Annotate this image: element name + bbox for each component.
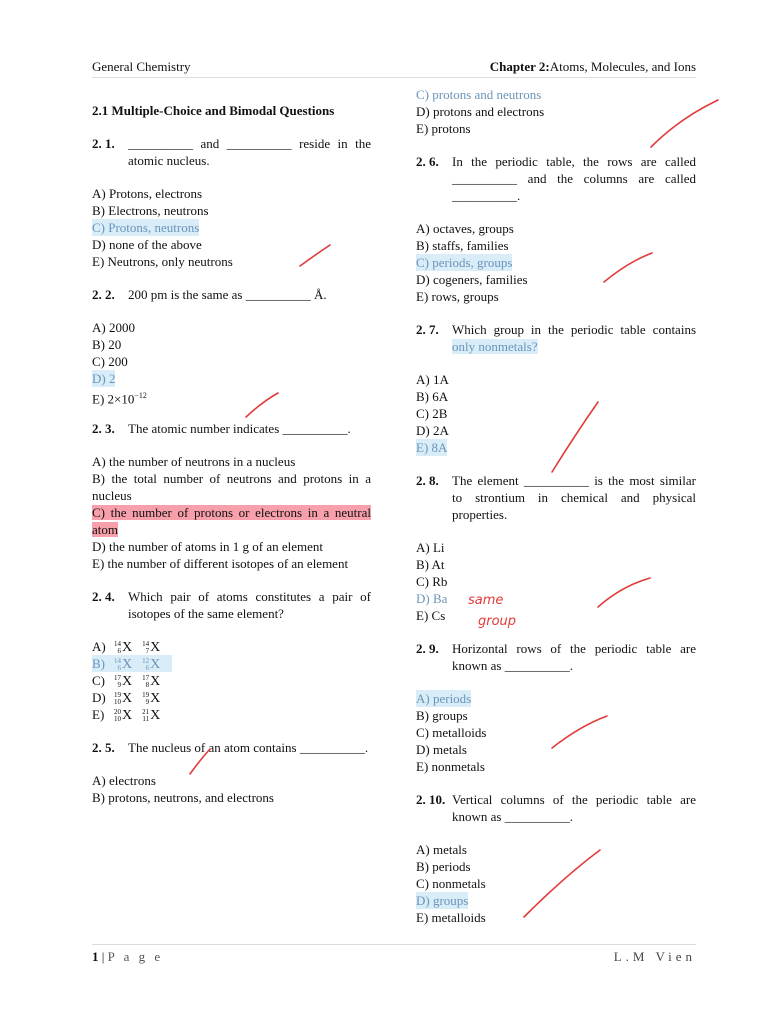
options-2-10 <box>416 841 696 926</box>
question-2-9 <box>416 640 696 674</box>
question-number: 2. 8. <box>416 473 439 488</box>
mass-number: 17 <box>114 674 121 683</box>
option-highlighted: D) 2 <box>92 371 116 386</box>
options-2-2 <box>92 319 371 407</box>
option: D) metals <box>416 742 467 757</box>
option-label: B) <box>92 656 105 671</box>
mass-number: 14 <box>114 657 121 666</box>
question-number: 2. 5. <box>92 740 115 755</box>
option: C) nonmetals <box>416 876 486 891</box>
option: B) 20 <box>92 337 122 352</box>
option: B) At <box>416 557 445 572</box>
option: B) periods <box>416 859 471 874</box>
element-symbol: X <box>150 674 161 689</box>
option-isotope-pair <box>92 706 371 723</box>
option-label: E) <box>92 707 105 722</box>
mass-number: 14 <box>114 640 121 649</box>
element-symbol: X <box>122 708 133 723</box>
option: C) metalloids <box>416 725 487 740</box>
atomic-number: 10 <box>114 698 121 707</box>
option: C) 2B <box>416 406 448 421</box>
question-2-8 <box>416 472 696 523</box>
mass-number: 17 <box>142 674 150 683</box>
option: D) 2A <box>416 423 449 438</box>
handwritten-note: same <box>468 593 504 608</box>
option-highlighted: C) periods, groups <box>416 255 513 270</box>
option: A) electrons <box>92 773 156 788</box>
option: C) 200 <box>92 354 128 369</box>
option: E) Cs <box>416 608 446 623</box>
question-text: 200 pm is the same as __________ Å. <box>128 287 327 302</box>
atomic-number: 11 <box>142 715 150 724</box>
page-number: 1 | P a g e <box>92 949 164 964</box>
atomic-number: 6 <box>145 664 150 673</box>
isotope-notation <box>142 672 160 690</box>
element-symbol: X <box>150 691 161 706</box>
option: E) nonmetals <box>416 759 485 774</box>
option: A) metals <box>416 842 467 857</box>
option-highlighted: D) Ba <box>416 591 448 606</box>
options-2-5-continued <box>416 86 696 137</box>
question-text: Vertical columns of the periodic table are known as __________. <box>452 792 696 824</box>
isotope-notation <box>114 689 132 707</box>
option: A) 2000 <box>92 320 135 335</box>
question-2-2 <box>92 286 371 303</box>
author: L.M Vien <box>613 949 696 964</box>
mass-number: 20 <box>114 708 121 717</box>
option: D) none of the above <box>92 237 202 252</box>
option-highlighted: C) protons and neutrons <box>416 87 542 102</box>
option-highlighted: C) Protons, neutrons <box>92 220 200 235</box>
options-2-9 <box>416 690 696 775</box>
option: B) protons, neutrons, and electrons <box>92 790 274 805</box>
atomic-number: 8 <box>145 681 150 690</box>
mass-number: 14 <box>142 640 150 649</box>
option-scientific: E) $2\times 10^{-12}$ <box>92 391 147 407</box>
header-chapter: Chapter 2:Atoms, Molecules, and Ions <box>489 59 696 74</box>
option-label: D) <box>92 690 106 705</box>
question-number: 2. 10. <box>416 792 446 807</box>
mass-number: 19 <box>114 691 121 700</box>
option-highlighted-red: C) the number of protons or electrons in a neutral atom <box>92 505 371 537</box>
mass-number: 19 <box>142 691 150 700</box>
atomic-number: 9 <box>117 681 121 690</box>
question-2-7 <box>416 321 696 355</box>
options-2-4 <box>92 638 371 723</box>
option: C) Rb <box>416 574 448 589</box>
question-2-4 <box>92 588 371 622</box>
question-number: 2. 3. <box>92 421 115 436</box>
question-number: 2. 9. <box>416 641 439 656</box>
question-text: In the periodic table, the rows are called __________ and the columns are called __________. <box>452 154 696 203</box>
mass-number: 12 <box>142 657 150 666</box>
section-title: 2.1 Multiple-Choice and Bimodal Questions <box>92 103 335 118</box>
question-text: The atomic number indicates __________. <box>128 421 351 436</box>
atomic-number: 7 <box>145 647 150 656</box>
option-highlighted: E) 8A <box>416 440 448 455</box>
element-symbol: X <box>122 691 133 706</box>
isotope-notation <box>142 655 160 673</box>
atomic-number: 6 <box>117 664 121 673</box>
question-2-5 <box>92 739 371 756</box>
option-highlighted: A) periods <box>416 691 472 706</box>
option: A) Li <box>416 540 445 555</box>
element-symbol: X <box>150 640 161 655</box>
option: B) 6A <box>416 389 449 404</box>
atomic-number: 9 <box>145 698 150 707</box>
question-number: 2. 1. <box>92 136 115 151</box>
option-isotope-pair <box>92 672 371 689</box>
question-number: 2. 4. <box>92 589 115 604</box>
question-text: The element __________ is the most similar to strontium in chemical and physical properties. <box>452 473 696 522</box>
element-symbol: X <box>150 708 161 723</box>
mass-number: 21 <box>142 708 150 717</box>
handwritten-note: group <box>478 614 517 629</box>
option-isotope-pair <box>92 655 172 672</box>
question-2-6 <box>416 153 696 204</box>
question-number: 2. 7. <box>416 322 439 337</box>
option: B) staffs, families <box>416 238 509 253</box>
options-2-8 <box>416 539 696 624</box>
option-highlighted: D) groups <box>416 893 469 908</box>
element-symbol: X <box>122 657 133 672</box>
atomic-number: 6 <box>117 647 121 656</box>
isotope-notation <box>142 706 160 724</box>
element-symbol: X <box>122 640 133 655</box>
question-text: The nucleus of an atom contains __________. <box>128 740 369 755</box>
option-isotope-pair <box>92 689 371 706</box>
option-label: C) <box>92 673 105 688</box>
element-symbol: X <box>150 657 161 672</box>
header-course: General Chemistry <box>92 59 191 74</box>
element-symbol: X <box>122 674 133 689</box>
question-2-10 <box>416 791 696 825</box>
question-2-1 <box>92 135 371 169</box>
option: A) 1A <box>416 372 449 387</box>
left-column <box>92 86 371 806</box>
question-text: Which group in the periodic table contains only nonmetals? <box>452 322 696 354</box>
option: B) groups <box>416 708 468 723</box>
atomic-number: 10 <box>114 715 121 724</box>
isotope-notation <box>114 672 132 690</box>
question-number: 2. 6. <box>416 154 439 169</box>
option: E) the number of different isotopes of an element <box>92 556 349 571</box>
option: A) octaves, groups <box>416 221 514 236</box>
option-label: A) <box>92 639 106 654</box>
options-2-1 <box>92 185 371 270</box>
option: E) protons <box>416 121 471 136</box>
question-number: 2. 2. <box>92 287 115 302</box>
question-text: Which pair of atoms constitutes a pair of isotopes of the same element? <box>128 589 371 621</box>
isotope-notation <box>142 638 160 656</box>
right-column <box>416 86 696 926</box>
option: D) the number of atoms in 1 g of an element <box>92 539 324 554</box>
options-2-3 <box>92 453 371 572</box>
option: B) Electrons, neutrons <box>92 203 209 218</box>
option: D) cogeners, families <box>416 272 528 287</box>
option-partially-highlighted: B) the total number of neutrons and protons in a nucleus <box>92 471 371 503</box>
isotope-notation <box>114 638 132 656</box>
option: E) rows, groups <box>416 289 499 304</box>
option: E) metalloids <box>416 910 486 925</box>
question-text: Horizontal rows of the periodic table are known as __________. <box>452 641 696 673</box>
options-2-7 <box>416 371 696 456</box>
isotope-notation <box>142 689 160 707</box>
option: E) Neutrons, only neutrons <box>92 254 233 269</box>
options-2-6 <box>416 220 696 305</box>
option: A) the number of neutrons in a nucleus <box>92 454 296 469</box>
options-2-5 <box>92 772 371 806</box>
page-header <box>92 57 696 78</box>
question-2-3 <box>92 420 371 437</box>
option-isotope-pair <box>92 638 371 655</box>
option: A) Protons, electrons <box>92 186 203 201</box>
page-footer <box>92 944 696 964</box>
question-text: __________ and __________ reside in the atomic nucleus. <box>128 136 371 168</box>
isotope-notation <box>114 706 132 724</box>
isotope-notation <box>114 655 132 673</box>
option: D) protons and electrons <box>416 104 545 119</box>
